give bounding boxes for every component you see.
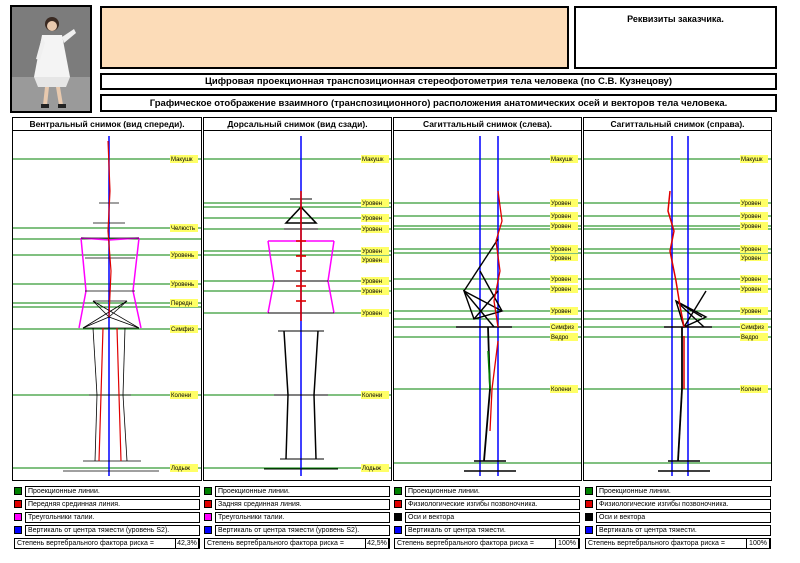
svg-text:Ведро: Ведро [551,335,569,341]
risk-label: Степень вертебрального фактора риска = [588,540,725,547]
legend-dorsal [204,486,390,549]
legend-swatch [394,487,402,495]
svg-text:Уровень: Уровень [171,282,195,288]
svg-text:Симфиз: Симфиз [741,325,764,331]
legend-swatch [204,526,212,534]
legend-item [14,525,200,536]
svg-text:Уровен: Уровен [551,247,571,253]
panel-sagittal-right [583,117,772,481]
svg-text:Уровен: Уровен [551,277,571,283]
legend-swatch [585,513,593,521]
svg-text:Уровен: Уровен [362,258,382,264]
svg-text:Уровен: Уровен [741,201,761,207]
legend-ventral [14,486,200,549]
legend-swatch [204,513,212,521]
legend-item [585,512,771,523]
legend-item [204,499,390,510]
svg-text:Лодыж: Лодыж [171,466,190,472]
risk-factor [14,538,200,549]
svg-text:Уровен: Уровен [741,247,761,253]
legend-label: Проекционные линии. [405,486,580,497]
svg-text:Колени: Колени [171,393,192,399]
legend-item [14,486,200,497]
legend-label: Проекционные линии. [25,486,200,497]
requisites-label: Реквизиты заказчика. [627,14,724,24]
legend-label: Проекционные линии. [215,486,390,497]
risk-factor [394,538,580,549]
legend-item [585,486,771,497]
svg-text:Уровен: Уровен [362,311,382,317]
legend-swatch [585,500,593,508]
legend-label: Треугольники талии. [215,512,390,523]
svg-text:Уровен: Уровен [741,309,761,315]
requisites-box [574,6,777,69]
risk-value: 42,3% [175,538,199,549]
risk-factor [204,538,390,549]
legend-swatch [585,526,593,534]
legend-label: Вертикаль от центра тяжести (уровень S2). [215,525,390,536]
svg-text:Ведро: Ведро [741,335,759,341]
legend-item [394,499,580,510]
panel-title: Вентральный снимок (вид спереди). [13,118,201,131]
legend-swatch [14,526,22,534]
legend-item [585,499,771,510]
svg-text:Уровен: Уровен [551,201,571,207]
svg-text:Уровень: Уровень [171,253,195,259]
risk-label: Степень вертебрального фактора риска = [17,540,154,547]
svg-text:Уровен: Уровен [741,256,761,262]
panel-title: Дорсальный снимок (вид сзади). [204,118,391,131]
legend-item [14,499,200,510]
risk-value: 100% [746,538,770,549]
svg-text:Лодыж: Лодыж [362,466,381,472]
legend-item [204,512,390,523]
svg-text:Уровен: Уровен [741,224,761,230]
legend-swatch [394,500,402,508]
legend-swatch [585,487,593,495]
legend-swatch [14,500,22,508]
legend-swatch [204,487,212,495]
svg-text:Колени: Колени [551,387,572,393]
panel-ventral [12,117,202,481]
legend-swatch [204,500,212,508]
subtitle: Графическое отображение взаимного (транспозиционного) расположения анатомических осей и векторов тела человека. [100,94,777,112]
legend-swatch [14,487,22,495]
risk-factor [585,538,771,549]
projection-lines [13,159,202,468]
dorsal-diagram [204,131,392,481]
legend-label: Физиологические изгибы позвоночника. [405,499,580,510]
legend-swatch [394,526,402,534]
svg-text:Уровен: Уровен [741,277,761,283]
legend-sagittal-right [585,486,771,549]
customer-info-area [100,6,569,69]
legend-label: Оси и вектора [596,512,771,523]
legend-swatch [394,513,402,521]
legend-label: Передняя срединная линия. [25,499,200,510]
svg-text:Уровен: Уровен [551,287,571,293]
legend-label: Вертикаль от центра тяжести. [596,525,771,536]
legend-item [394,486,580,497]
level-labels [361,155,389,472]
legend-label: Оси и вектора [405,512,580,523]
legend-label: Вертикаль от центра тяжести (уровень S2). [25,525,200,536]
risk-value: 100% [555,538,579,549]
svg-text:Симфиз: Симфиз [551,325,574,331]
svg-text:Макушк: Макушк [362,157,384,163]
svg-text:Челюсть: Челюсть [171,226,196,232]
ventral-diagram [13,131,202,481]
level-labels [550,155,578,393]
main-title: Цифровая проекционная транспозиционная стереофотометрия тела человека (по С.В. Кузнецову) [100,73,777,90]
svg-text:Уровен: Уровен [741,214,761,220]
svg-text:Симфиз: Симфиз [171,327,194,333]
panel-title: Сагиттальный снимок (справа). [584,118,771,131]
legend-label: Вертикаль от центра тяжести. [405,525,580,536]
panel-title: Сагиттальный снимок (слева). [394,118,581,131]
legend-sagittal-left [394,486,580,549]
legend-item [204,486,390,497]
legend-label: Проекционные линии. [596,486,771,497]
risk-label: Степень вертебрального фактора риска = [397,540,534,547]
legend-item [204,525,390,536]
patient-photo [10,5,92,113]
legend-item [14,512,200,523]
legend-item [394,525,580,536]
svg-text:Уровен: Уровен [362,201,382,207]
legend-item [394,512,580,523]
panel-dorsal [203,117,392,481]
legend-label: Треугольники талии. [25,512,200,523]
svg-text:Колени: Колени [741,387,762,393]
svg-text:Макушк: Макушк [171,157,193,163]
svg-text:Уровен: Уровен [551,309,571,315]
legend-label: Физиологические изгибы позвоночника. [596,499,771,510]
svg-text:Уровен: Уровен [362,227,382,233]
legend-label: Задняя срединная линия. [215,499,390,510]
svg-text:Уровен: Уровен [362,249,382,255]
panel-sagittal-left [393,117,582,481]
svg-text:Уровен: Уровен [551,256,571,262]
sagittal-right-diagram [584,131,772,481]
svg-text:Макушк: Макушк [741,157,763,163]
sagittal-left-diagram [394,131,582,481]
level-labels [740,155,768,393]
risk-label: Степень вертебрального фактора риска = [207,540,344,547]
legend-swatch [14,513,22,521]
svg-text:Колени: Колени [362,393,383,399]
legend-item [585,525,771,536]
svg-text:Уровен: Уровен [362,279,382,285]
svg-text:Уровен: Уровен [362,216,382,222]
svg-text:Передн: Передн [171,301,193,307]
risk-value: 42,5% [365,538,389,549]
svg-text:Уровен: Уровен [362,289,382,295]
svg-text:Уровен: Уровен [551,224,571,230]
svg-text:Уровен: Уровен [741,287,761,293]
svg-text:Макушк: Макушк [551,157,573,163]
level-labels [170,155,198,472]
svg-text:Уровен: Уровен [551,214,571,220]
